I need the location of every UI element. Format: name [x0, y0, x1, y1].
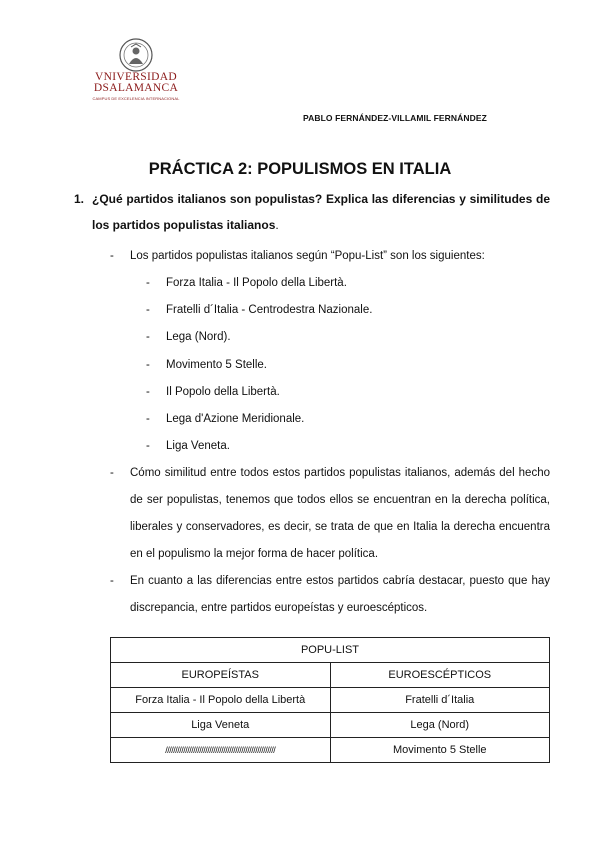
bullet-dash: - [146, 413, 150, 426]
question-1 [76, 186, 550, 238]
table-cell-empty-marker: /////////////////////////////////////////////////////// [111, 738, 331, 763]
bullet-dash: - [146, 304, 150, 317]
table-cell: Lega (Nord) [330, 713, 550, 738]
answer-list [110, 243, 550, 622]
party-name: Lega d'Azione Meridionale. [166, 413, 305, 426]
bullet-text: Cómo similitud entre todos estos partidos populistas italianos, además del hecho de ser populistas, tenemos que todos ellos se encuentran en la derecha política, liberales y conservadores, es decir, se trata de que en Italia la derecha encuentra en el populismo la mejor forma de hacer política. [130, 467, 550, 561]
table-header-row [111, 663, 550, 688]
table-title: POPU-LIST [111, 638, 550, 663]
party-name: Movimento 5 Stelle. [166, 358, 267, 371]
university-seal-icon [119, 38, 153, 72]
bullet-text: Los partidos populistas italianos según “Popu-List” son los siguientes: [130, 250, 485, 262]
question-number: 1. [74, 192, 85, 206]
party-item [110, 379, 550, 406]
party-item [110, 324, 550, 351]
party-item [110, 433, 550, 460]
bullet-dash: - [110, 575, 114, 588]
party-item [110, 270, 550, 297]
bullet-differences [110, 568, 550, 622]
party-name: Lega (Nord). [166, 331, 231, 344]
popu-list-table [110, 637, 550, 763]
university-logo [92, 38, 180, 101]
logo-text-line1: VNIVERSIDAD [95, 71, 177, 83]
bullet-dash: - [146, 277, 150, 289]
party-name: Fratelli d´Italia - Centrodestra Nazionale. [166, 304, 373, 317]
bullet-dash: - [110, 250, 114, 262]
question-text [76, 186, 550, 238]
table-title-row [111, 638, 550, 663]
table-row [111, 738, 550, 763]
party-name: Liga Veneta. [166, 440, 230, 453]
table-row [111, 713, 550, 738]
bullet-dash: - [146, 440, 150, 453]
bullet-dash: - [146, 385, 150, 398]
bullet-dash: - [110, 467, 114, 480]
party-name: Il Popolo della Libertà. [166, 385, 280, 398]
bullet-text: En cuanto a las diferencias entre estos partidos cabría destacar, puesto que hay discrepancia, entre partidos europeístas y euroescépticos. [130, 575, 550, 615]
author-name: PABLO FERNÁNDEZ-VILLAMIL FERNÁNDEZ [303, 113, 487, 123]
column-header-euroescepticos: EUROESCÉPTICOS [330, 663, 550, 688]
bullet-parties-intro [110, 243, 550, 270]
bullet-dash: - [146, 358, 150, 371]
party-name: Forza Italia - Il Popolo della Libertà. [166, 277, 347, 289]
party-item [110, 297, 550, 324]
question-tail: . [275, 218, 279, 232]
column-header-europeistas: EUROPEÍSTAS [111, 663, 331, 688]
table-cell: Movimento 5 Stelle [330, 738, 550, 763]
party-item [110, 352, 550, 379]
table-cell: Fratelli d´Italia [330, 688, 550, 713]
table-cell: Forza Italia - Il Popolo della Libertà [111, 688, 331, 713]
bullet-dash: - [146, 331, 150, 344]
logo-tagline: CAMPUS DE EXCELENCIA INTERNACIONAL [92, 96, 180, 101]
party-item [110, 406, 550, 433]
table-row [111, 688, 550, 713]
bullet-similarities [110, 460, 550, 568]
table-cell: Liga Veneta [111, 713, 331, 738]
page-title: PRÁCTICA 2: POPULISMOS EN ITALIA [148, 160, 452, 178]
question-main: ¿Qué partidos italianos son populistas? Explica las diferencias y similitudes de los partidos populistas italianos [92, 192, 550, 232]
logo-text-line2: DSALAMANCA [93, 82, 179, 94]
